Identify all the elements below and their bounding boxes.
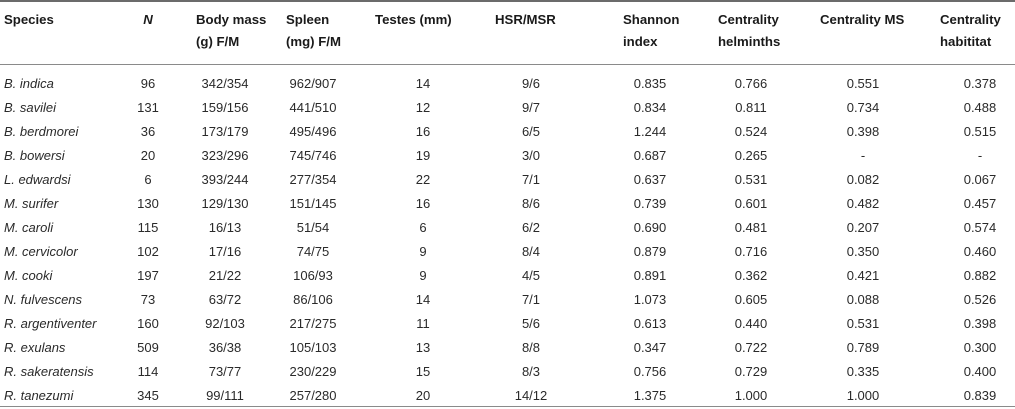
cell-n: 102 [137, 244, 159, 259]
cell-spleen: 962/907 [289, 76, 337, 91]
cell-body-mass: 63/72 [208, 292, 242, 307]
cell-spleen: 277/354 [289, 172, 337, 187]
cell-centrality-habitat: 0.526 [963, 292, 997, 307]
cell-hsr-msr: 5/6 [521, 316, 541, 331]
cell-centrality-ms: 0.088 [846, 292, 880, 307]
cell-testes: 14 [415, 292, 431, 307]
cell-n: 73 [140, 292, 156, 307]
cell-centrality-ms: 0.207 [846, 220, 880, 235]
header-body-mass: Body mass (g) F/M [196, 12, 267, 49]
cell-body-mass: 16/13 [208, 220, 242, 235]
cell-shannon-index: 0.739 [633, 196, 667, 211]
table-row [0, 72, 1015, 96]
cell-species: B. indica [4, 76, 54, 91]
cell-spleen: 495/496 [289, 124, 337, 139]
cell-body-mass: 129/130 [201, 196, 249, 211]
table-row [0, 288, 1015, 312]
cell-species: B. berdmorei [4, 124, 79, 139]
cell-spleen: 51/54 [296, 220, 330, 235]
table-row [0, 96, 1015, 120]
cell-testes: 14 [415, 76, 431, 91]
cell-centrality-habitat: 0.460 [963, 244, 997, 259]
header-centrality-helminths: Centrality helminths [718, 12, 781, 49]
cell-testes: 12 [415, 100, 431, 115]
cell-centrality-helminths: 0.729 [734, 364, 768, 379]
cell-species: R. sakeratensis [4, 364, 94, 379]
cell-centrality-helminths: 0.811 [735, 100, 767, 115]
cell-shannon-index: 0.891 [633, 268, 667, 283]
cell-hsr-msr: 6/5 [521, 124, 541, 139]
cell-body-mass: 17/16 [208, 244, 242, 259]
cell-centrality-helminths: 0.601 [734, 196, 768, 211]
cell-shannon-index: 0.687 [633, 148, 667, 163]
cell-centrality-ms: 0.482 [846, 196, 880, 211]
cell-body-mass: 159/156 [201, 100, 249, 115]
cell-body-mass: 21/22 [208, 268, 242, 283]
table-row [0, 144, 1015, 168]
cell-spleen: 151/145 [289, 196, 337, 211]
cell-centrality-habitat: 0.882 [963, 268, 997, 283]
cell-n: 20 [140, 148, 156, 163]
header-rule [0, 64, 1015, 65]
cell-testes: 16 [415, 124, 431, 139]
cell-centrality-habitat: 0.400 [963, 364, 997, 379]
cell-spleen: 257/280 [289, 388, 337, 403]
cell-centrality-helminths: 0.481 [734, 220, 768, 235]
cell-centrality-helminths: 0.440 [734, 316, 768, 331]
cell-hsr-msr: 9/7 [521, 100, 541, 115]
cell-centrality-ms: 0.421 [846, 268, 880, 283]
cell-spleen: 217/275 [289, 316, 337, 331]
cell-species: L. edwardsi [4, 172, 71, 187]
cell-centrality-ms: 1.000 [846, 388, 880, 403]
cell-species: N. fulvescens [4, 292, 83, 307]
cell-centrality-habitat: - [977, 148, 983, 163]
table-row [0, 168, 1015, 192]
cell-centrality-helminths: 0.716 [734, 244, 768, 259]
cell-hsr-msr: 7/1 [521, 172, 541, 187]
cell-shannon-index: 0.690 [633, 220, 667, 235]
cell-centrality-habitat: 0.300 [963, 340, 997, 355]
cell-centrality-helminths: 0.766 [734, 76, 768, 91]
cell-n: 131 [137, 100, 159, 115]
cell-body-mass: 92/103 [205, 316, 245, 331]
cell-hsr-msr: 8/6 [521, 196, 541, 211]
table-row [0, 336, 1015, 360]
table-row [0, 192, 1015, 216]
cell-n: 114 [137, 364, 159, 379]
cell-centrality-helminths: 1.000 [734, 388, 768, 403]
cell-centrality-habitat: 0.574 [963, 220, 997, 235]
header-shannon: Shannon index [623, 12, 680, 49]
table-row [0, 384, 1015, 408]
table-row [0, 360, 1015, 384]
table-row [0, 240, 1015, 264]
cell-hsr-msr: 14/12 [514, 388, 548, 403]
cell-centrality-ms: 0.082 [846, 172, 880, 187]
cell-shannon-index: 1.375 [633, 388, 667, 403]
cell-shannon-index: 0.834 [633, 100, 667, 115]
header-centrality-ms: Centrality MS [820, 12, 905, 27]
header-hsr-msr: HSR/MSR [495, 12, 556, 27]
cell-n: 6 [144, 172, 152, 187]
cell-testes: 16 [415, 196, 431, 211]
header-centrality-habitat: Centrality habititat [940, 12, 1001, 49]
cell-body-mass: 36/38 [208, 340, 242, 355]
cell-centrality-habitat: 0.457 [963, 196, 997, 211]
cell-testes: 11 [416, 316, 430, 331]
cell-body-mass: 393/244 [201, 172, 249, 187]
cell-n: 96 [140, 76, 156, 91]
cell-centrality-ms: 0.531 [846, 316, 880, 331]
cell-centrality-ms: 0.398 [846, 124, 880, 139]
cell-spleen: 441/510 [289, 100, 337, 115]
header-species: Species [4, 12, 54, 27]
cell-spleen: 745/746 [289, 148, 337, 163]
cell-body-mass: 342/354 [201, 76, 249, 91]
cell-n: 197 [137, 268, 159, 283]
cell-spleen: 106/93 [293, 268, 333, 283]
table-row [0, 216, 1015, 240]
cell-n: 36 [140, 124, 156, 139]
cell-n: 160 [137, 316, 159, 331]
cell-testes: 6 [419, 220, 427, 235]
cell-shannon-index: 0.879 [633, 244, 667, 259]
cell-shannon-index: 1.073 [633, 292, 667, 307]
cell-hsr-msr: 7/1 [521, 292, 541, 307]
cell-centrality-habitat: 0.488 [963, 100, 997, 115]
table-row [0, 312, 1015, 336]
cell-centrality-habitat: 0.067 [963, 172, 997, 187]
cell-n: 509 [137, 340, 159, 355]
cell-centrality-habitat: 0.839 [963, 388, 997, 403]
cell-testes: 13 [415, 340, 431, 355]
cell-body-mass: 73/77 [208, 364, 242, 379]
cell-body-mass: 173/179 [201, 124, 249, 139]
cell-hsr-msr: 4/5 [521, 268, 541, 283]
cell-hsr-msr: 8/3 [521, 364, 541, 379]
header-spleen: Spleen (mg) F/M [286, 12, 341, 49]
table-bottom-rule [0, 406, 1015, 407]
cell-testes: 20 [415, 388, 431, 403]
cell-centrality-ms: 0.350 [846, 244, 880, 259]
cell-centrality-ms: 0.335 [846, 364, 880, 379]
table-row [0, 264, 1015, 288]
cell-testes: 22 [415, 172, 431, 187]
cell-centrality-helminths: 0.722 [734, 340, 768, 355]
cell-centrality-ms: 0.789 [846, 340, 880, 355]
cell-centrality-ms: - [860, 148, 866, 163]
table-top-rule [0, 0, 1015, 2]
cell-hsr-msr: 8/8 [521, 340, 541, 355]
cell-centrality-habitat: 0.398 [963, 316, 997, 331]
cell-n: 115 [137, 220, 159, 235]
cell-shannon-index: 1.244 [633, 124, 667, 139]
cell-spleen: 230/229 [289, 364, 337, 379]
cell-species: M. surifer [4, 196, 59, 211]
cell-species: B. bowersi [4, 148, 65, 163]
cell-species: R. tanezumi [4, 388, 74, 403]
cell-hsr-msr: 6/2 [521, 220, 541, 235]
cell-spleen: 105/103 [289, 340, 337, 355]
cell-shannon-index: 0.347 [633, 340, 667, 355]
cell-n: 130 [137, 196, 159, 211]
table-row [0, 120, 1015, 144]
cell-hsr-msr: 9/6 [521, 76, 541, 91]
cell-hsr-msr: 8/4 [521, 244, 541, 259]
cell-spleen: 86/106 [293, 292, 333, 307]
cell-shannon-index: 0.756 [633, 364, 667, 379]
cell-centrality-helminths: 0.265 [734, 148, 768, 163]
cell-centrality-habitat: 0.515 [963, 124, 997, 139]
cell-hsr-msr: 3/0 [521, 148, 541, 163]
cell-testes: 9 [419, 268, 427, 283]
cell-body-mass: 323/296 [201, 148, 249, 163]
cell-shannon-index: 0.613 [633, 316, 667, 331]
cell-centrality-helminths: 0.524 [734, 124, 768, 139]
cell-centrality-helminths: 0.531 [734, 172, 768, 187]
header-testes: Testes (mm) [375, 12, 452, 27]
cell-centrality-helminths: 0.605 [734, 292, 768, 307]
cell-spleen: 74/75 [296, 244, 330, 259]
header-n: N [143, 12, 153, 27]
cell-testes: 15 [415, 364, 431, 379]
cell-testes: 19 [415, 148, 431, 163]
cell-centrality-ms: 0.734 [846, 100, 880, 115]
cell-body-mass: 99/111 [206, 388, 244, 403]
cell-testes: 9 [419, 244, 427, 259]
cell-centrality-habitat: 0.378 [963, 76, 997, 91]
cell-species: B. savilei [4, 100, 57, 115]
cell-centrality-ms: 0.551 [846, 76, 880, 91]
cell-species: M. cervicolor [4, 244, 78, 259]
cell-species: R. argentiventer [4, 316, 97, 331]
cell-species: M. caroli [4, 220, 54, 235]
cell-n: 345 [137, 388, 159, 403]
cell-species: R. exulans [4, 340, 66, 355]
cell-shannon-index: 0.637 [633, 172, 667, 187]
cell-species: M. cooki [4, 268, 53, 283]
cell-centrality-helminths: 0.362 [734, 268, 768, 283]
cell-shannon-index: 0.835 [633, 76, 667, 91]
